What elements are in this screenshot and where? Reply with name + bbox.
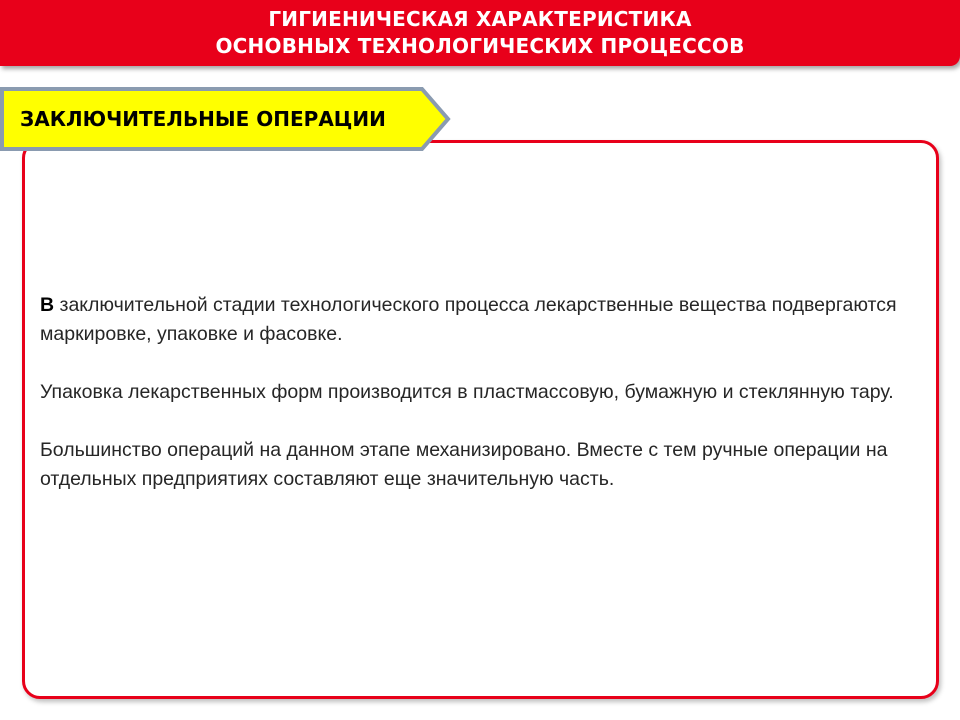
paragraph-1-lead: В — [40, 294, 55, 316]
paragraph-1 — [40, 291, 920, 349]
title-line-2: ОСНОВНЫХ ТЕХНОЛОГИЧЕСКИХ ПРОЦЕССОВ — [215, 34, 745, 58]
section-title: ЗАКЛЮЧИТЕЛЬНЫЕ ОПЕРАЦИИ — [20, 107, 386, 131]
paragraph-1-text: заключительной стадии технологического процесса лекарственные вещества подвергаются маркировке, упаковке и фасовке. — [40, 294, 897, 345]
title-line-1: ГИГИЕНИЧЕСКАЯ ХАРАКТЕРИСТИКА — [268, 7, 692, 31]
body-text — [40, 291, 920, 523]
paragraph-3: Большинство операций на данном этапе механизировано. Вместе с тем ручные операции на отдельных предприятиях составляют еще значительную часть. — [40, 439, 888, 490]
title-banner — [0, 0, 960, 66]
section-arrow-label — [0, 86, 452, 152]
paragraph-2: Упаковка лекарственных форм производится в пластмассовую, бумажную и стеклянную тару. — [40, 381, 894, 403]
